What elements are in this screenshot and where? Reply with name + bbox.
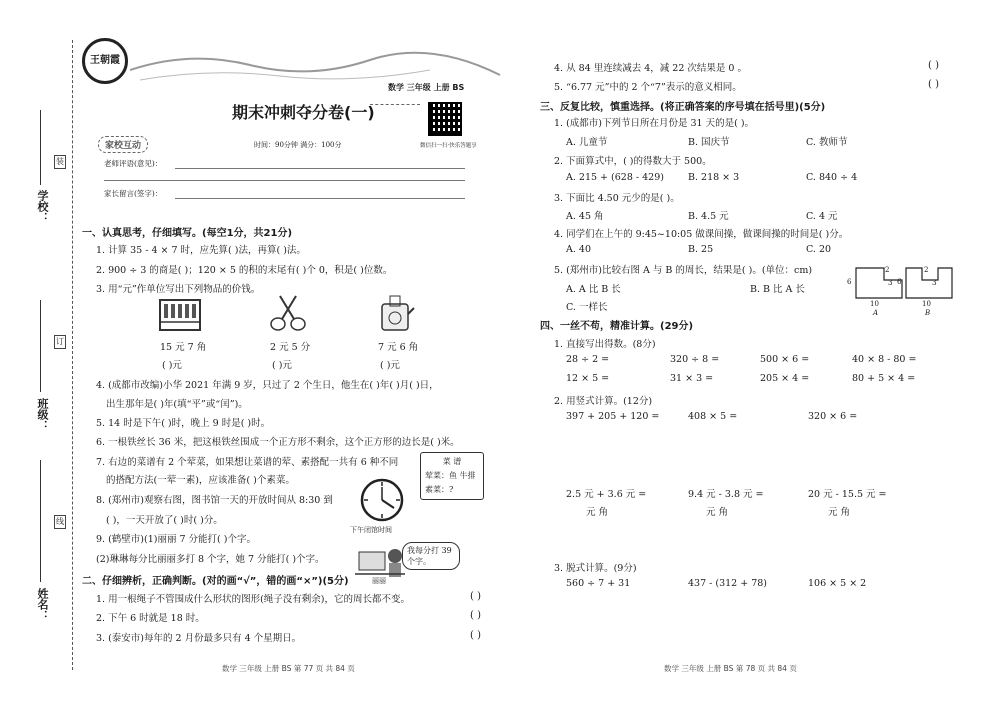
speech-bubble: 我每分打 39 个字。 bbox=[402, 542, 460, 570]
name-line bbox=[40, 460, 41, 582]
home-school-badge: 家校互动 bbox=[98, 136, 148, 153]
school-label: 学校： bbox=[36, 190, 49, 223]
choice-5-opt-b[interactable]: B. B 比 A 长 bbox=[750, 284, 805, 295]
figure-b-6: 6 bbox=[897, 278, 902, 286]
school-line bbox=[40, 110, 41, 185]
q4-line-1: 4. (成都市改编)小华 2021 年满 9 岁，只过了 2 个生日，他生在( )年( )月( )日， bbox=[96, 380, 439, 391]
vertical-6: 20 元 - 15.5 元 = bbox=[808, 489, 887, 500]
item-blank-3[interactable]: ( )元 bbox=[380, 360, 400, 371]
teacher-comment-line-2 bbox=[104, 180, 465, 181]
menu-meat: 荤菜：鱼 牛排 bbox=[425, 471, 476, 480]
oral-6: 31 × 3 = bbox=[670, 373, 714, 384]
menu-box bbox=[420, 452, 484, 500]
q8-line-1: 8. (郑州市)观察右图，图书馆一天的开放时间从 8:30 到 bbox=[96, 495, 333, 506]
choice-1-opt-a[interactable]: A. 儿童节 bbox=[566, 137, 608, 148]
bind-mark-2: 订 bbox=[54, 335, 66, 349]
vertical-3: 320 × 6 = bbox=[808, 411, 858, 422]
judge-4-blank[interactable]: ( ) bbox=[928, 60, 939, 71]
teacher-comment-label: 老师评语(意见)： bbox=[104, 159, 163, 168]
choice-1-opt-b[interactable]: B. 国庆节 bbox=[688, 137, 730, 148]
q9-part-2: (2)琳琳每分比丽丽多打 8 个字，她 7 分能打( )个字。 bbox=[96, 554, 325, 565]
vertical-2: 408 × 5 = bbox=[688, 411, 738, 422]
step-2: 437 - (312 + 78) bbox=[688, 578, 768, 589]
choice-4: 4. 同学们在上午的 9:45~10:05 做课间操，做课间操的时间是( )分。 bbox=[554, 229, 849, 240]
q8-line-2: ( )，一天开放了( )时( )分。 bbox=[106, 515, 223, 526]
page-title: 期末冲刺夺分卷(一) bbox=[232, 103, 375, 122]
choice-4-opt-a[interactable]: A. 40 bbox=[566, 244, 591, 255]
judge-4: 4. 从 84 里连续减去 4，减 22 次结果是 0 。 bbox=[554, 63, 747, 74]
q5: 5. 14 时是下午( )时，晚上 9 时是( )时。 bbox=[96, 418, 271, 429]
figure-b bbox=[904, 266, 956, 300]
judge-1: 1. 用一根绳子不管围成什么形状的图形(绳子没有剩余)，它的周长都不变。 bbox=[96, 594, 410, 605]
scissors-icon bbox=[268, 294, 308, 334]
choice-5-opt-c[interactable]: C. 一样长 bbox=[566, 302, 608, 313]
q6: 6. 一根铁丝长 36 米，把这根铁丝围成一个正方形不剩余，这个正方形的边长是( )米。 bbox=[96, 437, 460, 448]
choice-2: 2. 下面算式中，( )的得数大于 500。 bbox=[554, 156, 712, 167]
item-price-1: 15 元 7 角 bbox=[160, 342, 207, 353]
clock-caption: 下午闭馆时间 bbox=[350, 526, 392, 534]
calc-part-2-title: 2. 用竖式计算。(12分) bbox=[554, 396, 653, 407]
vertical-4: 2.5 元 + 3.6 元 = bbox=[566, 489, 647, 500]
figure-b-3: 3 bbox=[932, 279, 937, 287]
qr-caption: 微信扫一扫·快乐答题享 bbox=[420, 143, 477, 149]
vertical-1: 397 + 205 + 120 = bbox=[566, 411, 660, 422]
q9-part-1: 9. (鹤壁市)(1)丽丽 7 分能打( )个字。 bbox=[96, 534, 256, 545]
yuan-jiao-3: 元 角 bbox=[828, 507, 851, 518]
oral-2: 320 ÷ 8 = bbox=[670, 354, 720, 365]
choice-3: 3. 下面比 4.50 元少的是( )。 bbox=[554, 193, 680, 204]
section-2-title: 二、仔细辨析，正确判断。(对的画“√”，错的画“×”)(5分) bbox=[82, 576, 349, 587]
choice-2-opt-a[interactable]: A. 215 + (628 - 429) bbox=[566, 172, 664, 183]
footer-right: 数学 三年级 上册 BS 第 78 页 共 84 页 bbox=[664, 664, 797, 673]
choice-4-opt-c[interactable]: C. 20 bbox=[806, 244, 832, 255]
calc-part-3-title: 3. 脱式计算。(9分) bbox=[554, 563, 637, 574]
figure-a-6: 6 bbox=[847, 278, 852, 286]
choice-4-opt-b[interactable]: B. 25 bbox=[688, 244, 714, 255]
q3: 3. 用“元”作单位写出下列物品的价钱。 bbox=[96, 284, 261, 295]
menu-veg: 素菜：? bbox=[425, 485, 454, 494]
clock-icon bbox=[360, 478, 404, 522]
bind-mark-3: 线 bbox=[54, 515, 66, 529]
judge-5-blank[interactable]: ( ) bbox=[928, 79, 939, 90]
oral-1: 28 ÷ 2 = bbox=[566, 354, 610, 365]
brand-logo: 王朝霞 bbox=[82, 38, 128, 84]
q4-line-2: 出生那年是( )年(填“平”或“闰”)。 bbox=[106, 399, 248, 410]
title-dash bbox=[370, 104, 420, 105]
name-label: 姓名： bbox=[36, 588, 49, 621]
judge-1-blank[interactable]: ( ) bbox=[470, 591, 481, 602]
choice-3-opt-a[interactable]: A. 45 角 bbox=[566, 211, 604, 222]
judge-2-blank[interactable]: ( ) bbox=[470, 610, 481, 621]
choice-2-opt-c[interactable]: C. 840 ÷ 4 bbox=[806, 172, 858, 183]
binding-line bbox=[72, 40, 73, 670]
oral-5: 12 × 5 = bbox=[566, 373, 610, 384]
choice-5: 5. (郑州市)比较右图 A 与 B 的周长，结果是( )。(单位：cm) bbox=[554, 265, 813, 276]
girl-name: 丽丽 bbox=[372, 577, 386, 585]
figure-b-10: 10 bbox=[922, 300, 931, 308]
yuan-jiao-1: 元 角 bbox=[586, 507, 609, 518]
vertical-5: 9.4 元 - 3.8 元 = bbox=[688, 489, 764, 500]
section-1-title: 一、认真思考，仔细填写。(每空1分，共21分) bbox=[82, 228, 293, 239]
oral-8: 80 + 5 × 4 = bbox=[852, 373, 916, 384]
q2: 2. 900 ÷ 3 的商是( )；120 × 5 的积的末尾有( )个 0，积是( )位数。 bbox=[96, 265, 393, 276]
figure-b-label: B bbox=[925, 309, 931, 317]
q7-line-2: 的搭配方法(一荤一素)，应该准备( )个素菜。 bbox=[106, 475, 295, 486]
footer-left: 数学 三年级 上册 BS 第 77 页 共 84 页 bbox=[222, 664, 355, 673]
figure-b-2: 2 bbox=[924, 266, 929, 274]
bind-mark-1: 装 bbox=[54, 155, 66, 169]
parent-comment-label: 家长留言(签字)： bbox=[104, 189, 163, 198]
item-price-2: 2 元 5 分 bbox=[270, 342, 311, 353]
header-tags: 数学 三年级 上册 BS bbox=[388, 83, 465, 92]
q7-line-1: 7. 右边的菜谱有 2 个荤菜，如果想让菜谱的荤、素搭配一共有 6 种不同 bbox=[96, 457, 399, 468]
figure-a-10: 10 bbox=[870, 300, 879, 308]
judge-2: 2. 下午 6 时就是 18 时。 bbox=[96, 613, 205, 624]
calc-part-1-title: 1. 直接写出得数。(8分) bbox=[554, 339, 656, 350]
parent-comment-line bbox=[175, 198, 465, 199]
oral-7: 205 × 4 = bbox=[760, 373, 810, 384]
class-label: 班级： bbox=[36, 398, 49, 431]
figure-a-3: 3 bbox=[888, 279, 893, 287]
choice-3-opt-c[interactable]: C. 4 元 bbox=[806, 211, 838, 222]
time-score: 时间：90分钟 满分：100分 bbox=[254, 141, 342, 149]
choice-5-opt-a[interactable]: A. A 比 B 长 bbox=[566, 284, 621, 295]
oral-4: 40 × 8 - 80 = bbox=[852, 354, 917, 365]
step-3: 106 × 5 × 2 bbox=[808, 578, 867, 589]
qr-code[interactable] bbox=[428, 102, 462, 136]
choice-2-opt-b[interactable]: B. 218 × 3 bbox=[688, 172, 740, 183]
item-blank-2[interactable]: ( )元 bbox=[272, 360, 292, 371]
q1: 1. 计算 35 - 4 × 7 时，应先算( )法，再算( )法。 bbox=[96, 245, 306, 256]
choice-3-opt-b[interactable]: B. 4.5 元 bbox=[688, 211, 729, 222]
judge-5: 5. “6.77 元”中的 2 个“7”表示的意义相同。 bbox=[554, 82, 742, 93]
abacus-icon bbox=[158, 296, 202, 334]
yuan-jiao-2: 元 角 bbox=[706, 507, 729, 518]
section-3-title: 三、反复比较，慎重选择。(将正确答案的序号填在括号里)(5分) bbox=[540, 102, 826, 113]
judge-3-blank[interactable]: ( ) bbox=[470, 630, 481, 641]
menu-title: 菜 谱 bbox=[442, 457, 462, 466]
oral-3: 500 × 6 = bbox=[760, 354, 810, 365]
choice-1: 1. (成都市)下列节日所在月份是 31 天的是( )。 bbox=[554, 118, 755, 129]
step-1: 560 ÷ 7 + 31 bbox=[566, 578, 631, 589]
class-line bbox=[40, 300, 41, 392]
figure-a-2: 2 bbox=[885, 266, 890, 274]
item-blank-1[interactable]: ( )元 bbox=[162, 360, 182, 371]
pencil-sharpener-icon bbox=[376, 294, 416, 334]
figure-a-label: A bbox=[873, 309, 879, 317]
choice-1-opt-c[interactable]: C. 教师节 bbox=[806, 137, 848, 148]
item-price-3: 7 元 6 角 bbox=[378, 342, 419, 353]
teacher-comment-line-1 bbox=[175, 168, 465, 169]
judge-3: 3. (泰安市)每年的 2 月份最多只有 4 个星期日。 bbox=[96, 633, 302, 644]
section-4-title: 四、一丝不苟，精准计算。(29分) bbox=[540, 321, 694, 332]
